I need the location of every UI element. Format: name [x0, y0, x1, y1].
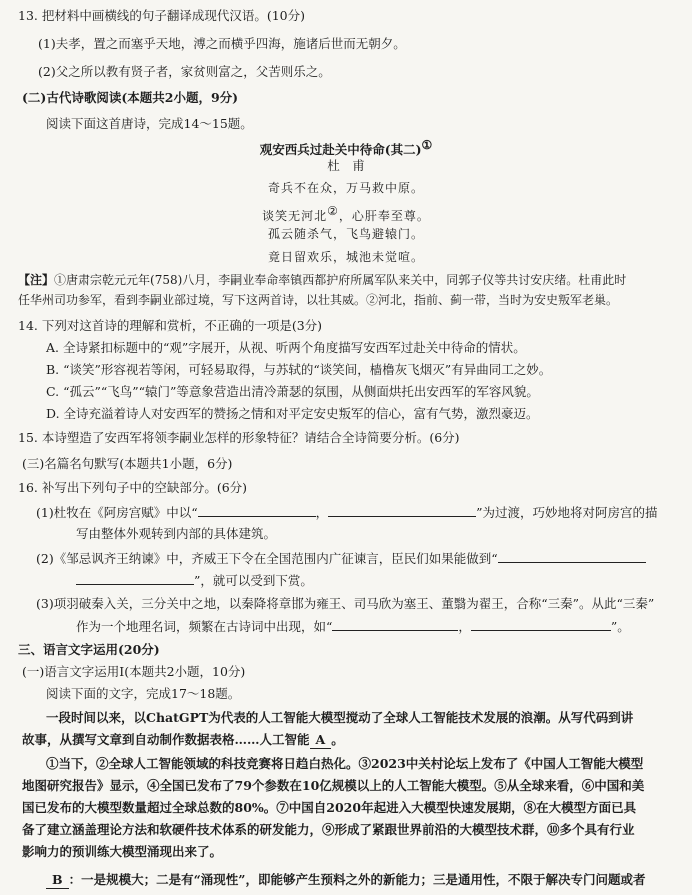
answer-blank[interactable] [498, 550, 646, 563]
section-poetry-heading: (二)古代诗歌阅读(本题共2小题，9分) [22, 90, 239, 105]
language-instruction: 阅读下面的文字，完成17～18题。 [46, 686, 241, 701]
q14-option-c: C. “孤云”“飞鸟”“辕门”等意象营造出清冷萧瑟的氛围，从侧面烘托出安西军的军容风貌。 [46, 384, 539, 399]
poem-author: 杜 甫 [327, 158, 365, 173]
poetry-instruction: 阅读下面这首唐诗，完成14～15题。 [46, 116, 253, 131]
answer-blank-a[interactable]: A [310, 732, 332, 749]
answer-blank-b[interactable]: B [46, 872, 69, 889]
poem-note-2: 任华州司功参军，看到李嗣业部过境，写下这两首诗，以壮其威。②河北，指前、蓟一带，当时为安史叛军老巢。 [18, 293, 619, 307]
answer-blank[interactable] [76, 572, 194, 585]
passage-p2-line4: 备了建立涵盖理论方法和软硬件技术体系的研发能力，⑨形成了紧跟世界前沿的大模型技术群，⑩多个具有行业 [22, 822, 635, 837]
answer-blank[interactable] [332, 618, 458, 631]
poem-line-1: 奇兵不在众，万马救中原。 [267, 181, 424, 195]
section-language-heading: 三、语言文字运用(20分) [18, 642, 160, 657]
section-dictation-heading: (三)名篇名句默写(本题共1小题，6分) [22, 456, 233, 471]
answer-blank[interactable] [471, 618, 611, 631]
q13-sentence-2: (2)父之所以教有贤子者，家贫则富之，父苦则乐之。 [38, 64, 331, 79]
q14-option-b: B. “谈笑”形容视若等闲，可轻易取得，与苏轼的“谈笑间，樯橹灰飞烟灭”有异曲同工之妙。 [46, 362, 552, 377]
passage-p2-line2: 地图研究报告》显示，④全国已发布了79个参数在10亿规模以上的人工智能大模型。⑤从全球来看，⑥中国和美 [22, 778, 645, 793]
passage-p2-line3: 国已发布的大模型数量超过全球总数的80%。⑦中国自2020年起进入大模型快速发展期，⑧在大模型方面已具 [22, 800, 637, 815]
q15-title: 15. 本诗塑造了安西军将领李嗣业怎样的形象特征？请结合全诗简要分析。(6分) [18, 430, 460, 445]
passage-p3-line1: B ：一是规模大；二是有“涌现性”，即能够产生预料之外的新能力；三是通用性，不限于解决专门问题或者 [46, 872, 645, 889]
q16-item-3: (3)项羽破秦入关，三分关中之地，以秦降将章邯为雍王、司马欣为塞王、董翳为翟王，合称“三秦”。从此“三秦” [36, 596, 655, 611]
poem-line-2: 谈笑无河北②，心肝奉至尊。 [262, 204, 430, 223]
q16-item-2: (2)《邹忌讽齐王纳谏》中，齐威王下令在全国范围内广征谏言，臣民们如果能做到“ [36, 550, 646, 567]
poem-line-4: 竟日留欢乐，城池未觉喧。 [267, 250, 424, 264]
subsection-language-1: (一)语言文字运用Ⅰ(本题共2小题，10分) [22, 664, 246, 679]
answer-blank[interactable] [328, 504, 476, 517]
q16-title: 16. 补写出下列句子中的空缺部分。(6分) [18, 480, 248, 495]
q16-item-1: (1)杜牧在《阿房宫赋》中以“ ， ”为过渡，巧妙地将对阿房宫的描 [36, 505, 658, 520]
q14-title: 14. 下列对这首诗的理解和赏析，不正确的一项是(3分) [18, 318, 323, 333]
q13-title: 13. 把材料中画横线的句子翻译成现代汉语。(10分) [18, 8, 306, 23]
passage-p2-line5: 影响力的预训练大模型涌现出来了。 [22, 844, 223, 859]
q16-item-3-cont: 作为一个地理名词，频繁在古诗词中出现，如“ ， ”。 [76, 619, 630, 634]
poem-line-3: 孤云随杀气，飞鸟避辕门。 [267, 227, 424, 241]
answer-blank[interactable] [198, 504, 316, 517]
poem-note-1: 【注】①唐肃宗乾元元年(758)八月，李嗣业奉命率镇西都护府所属军队来关中，同郭子仪等共讨安庆绪。杜甫此时 [18, 273, 627, 287]
passage-p2-line1: ①当下，②全球人工智能领域的科技竞赛将日趋白热化。③2023中关村论坛上发布了《中国人工智能大模型 [46, 756, 644, 771]
q16-item-2-cont: ”，就可以受到下赏。 [76, 572, 313, 589]
passage-p1-line1: 一段时间以来，以ChatGPT为代表的人工智能大模型搅动了全球人工智能技术发展的浪潮。从写代码到讲 [46, 710, 634, 725]
passage-p1-line2: 故事，从撰写文章到自动制作数据表格……人工智能 A 。 [22, 732, 344, 747]
poem-title: 观安西兵过赴关中待命(其二)① [259, 138, 433, 158]
q14-option-a: A. 全诗紧扣标题中的“观”字展开，从视、听两个角度描写安西军过赴关中待命的情状。 [46, 340, 526, 355]
q16-item-1-cont: 写由整体外观转到内部的具体建筑。 [76, 526, 277, 541]
q14-option-d: D. 全诗充溢着诗人对安西军的赞扬之情和对平定安史叛军的信心，富有气势，激烈豪迈。 [46, 406, 539, 421]
q13-sentence-1: (1)夫孝，置之而塞乎天地，溥之而横乎四海，施诸后世而无朝夕。 [38, 36, 406, 51]
